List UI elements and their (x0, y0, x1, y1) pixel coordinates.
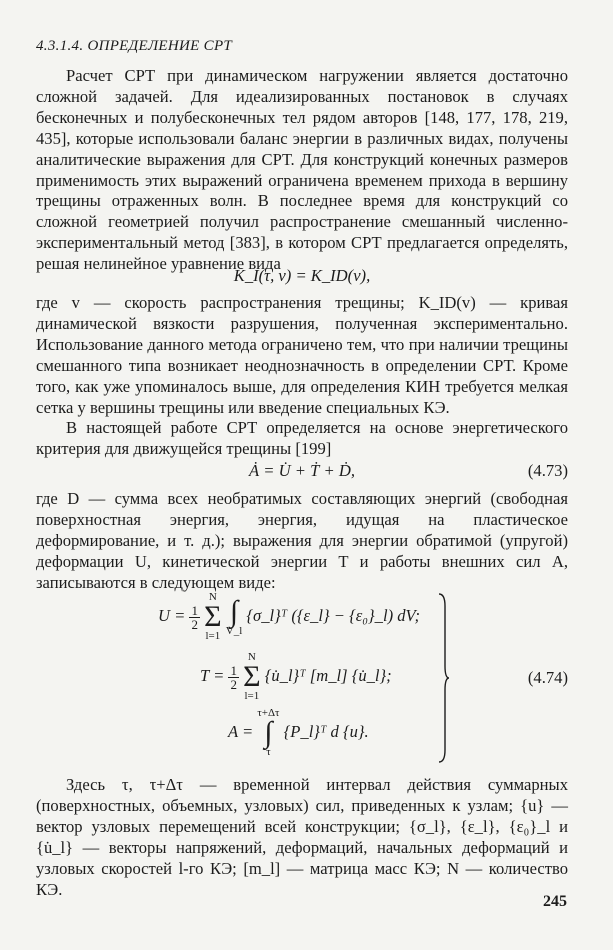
a-left: A = (228, 721, 258, 741)
half-fraction: $\frac{1}{2}$ (191, 602, 198, 632)
section-heading: 4.3.1.4. ОПРЕДЕЛЕНИЕ СРТ (36, 38, 233, 54)
equation-number-4-74: (4.74) (527, 668, 568, 687)
t-body: {u̇_l}ᵀ [m_l] {u̇_l}; (264, 665, 392, 685)
paragraph-3: В настоящей работе СРТ определяется на основе энергетического критерия для движущейся трещины [199] (36, 418, 568, 458)
u-left: U = (158, 605, 190, 625)
page-number: 245 (543, 893, 567, 910)
right-brace (437, 592, 449, 764)
equation-ki: K_I(τ, v) = K_ID(v), (233, 266, 371, 285)
integral-symbol: τ+Δτ ∫ τ (257, 707, 280, 758)
paragraph-4: где D — сумма всех необратимых составляющих энергий (свободная поверхностная энергия, энергия, идущая на пластическое деформирование, и т. д.); выражения для энергии обратимой (упругой) деформации U, кинетической энергии T и работы внешних сил A, записываются в следующем виде: (36, 489, 568, 592)
paragraph-1: Расчет СРТ при динамическом нагружении является достаточно сложной задачей. Для идеализированных постановок в случаях бесконечных и полубесконечных тел рядом авторов [148, 177, 178, 219, 435], которые использовали баланс энергии в различных видах, получены аналитические выражения для СРТ. Для конструкций конечных размеров применимость этих выражений ограничена временем прихода в вершину трещины отраженных волн. В последнее время для конструкций со сложной геометрией получил распространение смешанный численно-экспериментальный метод [383], в котором СРТ предлагается определять, решая нелинейное уравнение вида (36, 66, 568, 274)
equation-U (158, 592, 420, 642)
paragraph-2: где v — скорость распространения трещины; K_ID(v) — кривая динамической вязкости разрушения, полученная экспериментально. Использование данного метода ограничено тем, что при наличии трещины смешанного типа возникает неоднозначность в определении СРТ. Кроме того, как уже упоминалось выше, для определения КИН требуется мелкая сетка у вершины трещины или введение специальных КЭ. (36, 293, 568, 417)
sum-symbol: N Σ l=1 (243, 651, 261, 702)
t-left: T = (200, 665, 229, 685)
u-body: {σ_l}ᵀ ({ε_l} − {ε₀}_l) dV; (246, 605, 420, 625)
sum-symbol: N Σ l=1 (204, 591, 222, 642)
paragraph-5: Здесь τ, τ+Δτ — временной интервал действия суммарных (поверхностных, объемных, узловых) сил, приведенных к узлам; {u} — вектор узловых перемещений всей конструкции; {σ_l}, {ε_l}, {ε₀}_l и {u̇_l} — векторы напряжений, деформаций, начальных деформаций и узловых скоростей l-го КЭ; [m_l] — матрица масс КЭ; N — количество КЭ. (36, 775, 568, 899)
half-fraction: $\frac{1}{2}$ (230, 662, 237, 692)
integral-symbol: ∫ V_l (225, 594, 243, 637)
equation-energy-balance: Ȧ = U̇ + Ṫ + Ḋ, (249, 461, 355, 480)
a-body: {P_l}ᵀ d {u}. (283, 721, 369, 741)
equation-A (228, 708, 369, 758)
equation-number-4-73: (4.73) (527, 461, 568, 480)
equation-T (200, 652, 392, 702)
